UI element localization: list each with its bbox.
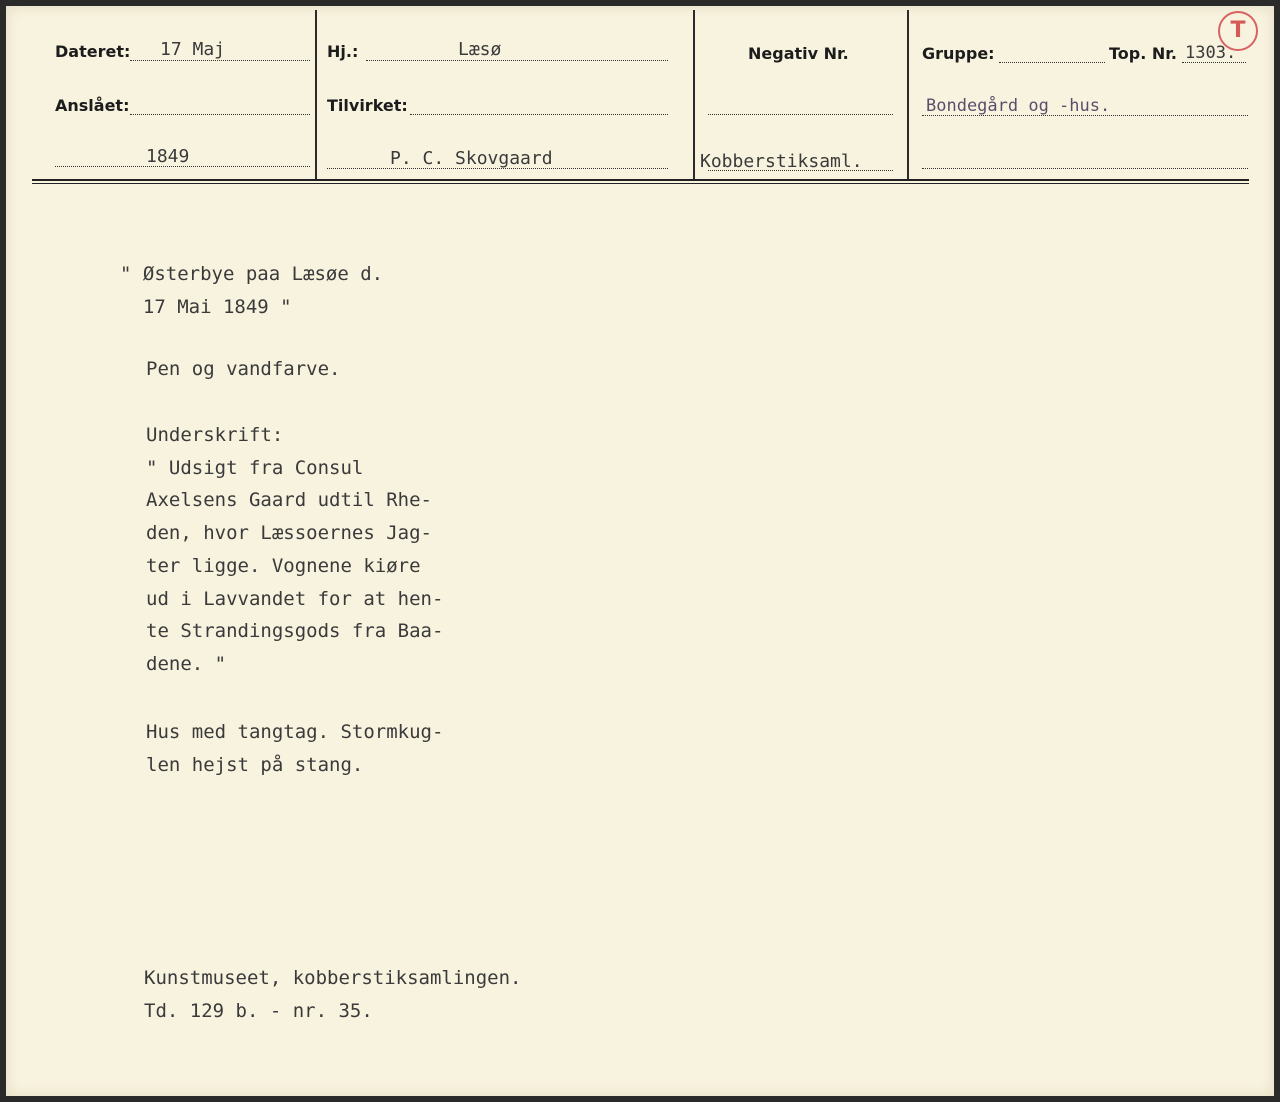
header-rule <box>32 179 1249 181</box>
medium-text: Pen og vandfarve. <box>146 358 341 380</box>
dotted-line <box>130 114 310 115</box>
column-divider <box>315 10 317 181</box>
dateret-value: 17 Maj <box>160 39 226 60</box>
caption-text: Underskrift: " Udsigt fra Consul Axelsens Gaard udtil Rhe- den, hvor Læssoernes Jag- ter ligge. Vognene kiøre ud i Lavvandet for at hen- te Strandingsgods fra Baa- dene. " <box>146 424 444 675</box>
top-nr-label: Top. Nr. <box>1109 44 1177 63</box>
gruppe-label: Gruppe: <box>922 44 995 63</box>
dateret-label: Dateret: <box>55 42 131 61</box>
hj-value: Læsø <box>458 39 502 60</box>
top-nr-value: 1303. <box>1185 43 1237 63</box>
header-rule <box>32 183 1249 184</box>
red-t-stamp: T <box>1218 11 1258 51</box>
hj-label: Hj.: <box>327 42 359 61</box>
source-text: Kunstmuseet, kobberstiksamlingen. Td. 129 b. - nr. 35. <box>144 967 522 1022</box>
dotted-line <box>366 60 668 61</box>
column-divider <box>907 10 909 181</box>
negativ-label: Negativ Nr. <box>748 44 849 63</box>
tilvirket-label: Tilvirket: <box>327 96 408 115</box>
collection-value: Kobberstiksaml. <box>700 151 863 172</box>
description-text: Hus med tangtag. Stormkug- len hejst på stang. <box>146 721 444 776</box>
year-value: 1849 <box>146 146 190 167</box>
dotted-line <box>999 62 1105 63</box>
column-divider <box>693 10 695 181</box>
dotted-line <box>922 168 1248 169</box>
artist-value: P. C. Skovgaard <box>390 148 553 169</box>
category-value: Bondegård og -hus. <box>926 96 1111 116</box>
anslaaet-label: Anslået: <box>55 96 130 115</box>
card-header <box>6 6 1274 184</box>
artwork-title: " Østerbye paa Læsøe d. 17 Mai 1849 " <box>120 263 384 318</box>
dotted-line <box>708 114 893 115</box>
catalog-card <box>6 6 1274 1096</box>
dotted-line <box>410 114 668 115</box>
